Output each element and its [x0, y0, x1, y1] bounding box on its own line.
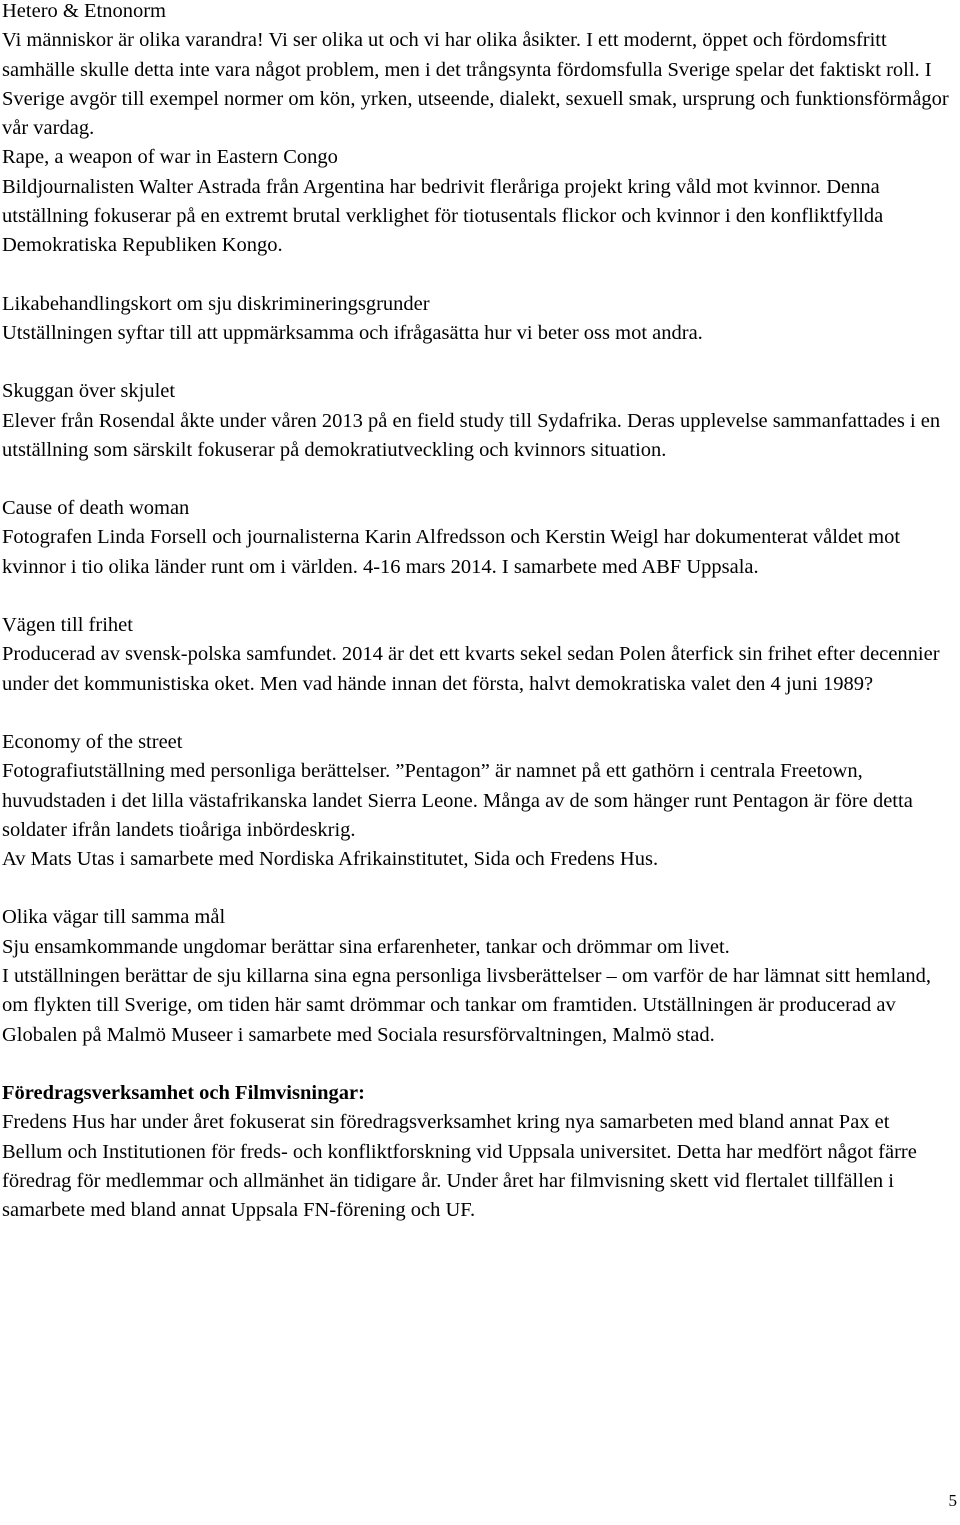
section-text-secondary: Av Mats Utas i samarbete med Nordiska Afrikainstitutet, Sida och Fredens Hus.	[2, 848, 659, 871]
page-number: 5	[948, 1491, 957, 1510]
section-text: Fotografen Linda Forsell och journalisterna Karin Alfredsson och Kerstin Weigl har dokumenterat våldet mot kvinnor i tio olika länder runt om i världen. 4-16 mars 2014. I samarbete med ABF Uppsala.	[2, 526, 901, 578]
section-text: Fredens Hus har under året fokuserat sin föredragsverksamhet kring nya samarbeten med bland annat Pax et Bellum och Institutionen för freds- och konfliktforskning vid Uppsala universitet. Detta har medfört något färre föredrag för medlemmar och allmänhet än tidigare år. Under året har filmvisning skett vid flertalet tillfällen i samarbete med bland annat Uppsala FN-förening och UF.	[2, 1111, 917, 1222]
section-vagen-till-frihet	[2, 611, 954, 699]
section-likabehandlingskort	[2, 290, 954, 349]
section-heading: Föredragsverksamhet och Filmvisningar:	[2, 1081, 365, 1104]
section-cause-of-death-woman	[2, 494, 954, 582]
section-heading: Likabehandlingskort om sju diskrimineringsgrunder	[2, 292, 430, 315]
section-heading: Rape, a weapon of war in Eastern Congo	[2, 146, 338, 169]
section-foredragsverksamhet	[2, 1079, 954, 1225]
section-rape-weapon-of-war	[2, 143, 954, 260]
section-heading: Olika vägar till samma mål	[2, 906, 226, 929]
section-text: Fotografiutställning med personliga berättelser. ”Pentagon” är namnet på ett gathörn i centrala Freetown, huvudstaden i det lilla västafrikanska landet Sierra Leone. Många av de som hänger runt Pentagon är före detta soldater ifrån landets tioåriga inbördeskrig.	[2, 760, 913, 841]
section-text: Vi människor är olika varandra! Vi ser olika ut och vi har olika åsikter. I ett modernt, öppet och fördomsfritt samhälle skulle detta inte vara något problem, men i det trångsynta fördomsfulla Sverige spelar det faktiskt roll. I Sverige avgör till exempel normer om kön, yrken, utseende, dialekt, sexuell smak, ursprung och funktionsförmågor vår vardag.	[2, 29, 949, 140]
section-hetero-etnonorm	[2, 0, 954, 143]
section-heading: Skuggan över skjulet	[2, 380, 176, 403]
section-text: Bildjournalisten Walter Astrada från Argentina har bedrivit fleråriga projekt kring våld mot kvinnor. Denna utställning fokuserar på en extremt brutal verklighet för tiotusentals flickor och kvinnor i den konfliktfyllda Demokratiska Republiken Kongo.	[2, 175, 884, 257]
section-text: Producerad av svensk-polska samfundet. 2014 är det ett kvarts sekel sedan Polen återfick sin frihet efter decennier under det kommunistiska oket. Men vad hände innan det första, halvt demokratiska valet den 4 juni 1989?	[2, 643, 940, 695]
section-heading: Vägen till frihet	[2, 614, 133, 637]
page-content	[2, 0, 954, 1225]
section-economy-of-the-street	[2, 728, 954, 874]
section-heading: Hetero & Etnonorm	[2, 0, 166, 22]
section-text-secondary: I utställningen berättar de sju killarna sina egna personliga livsberättelser – om varför de har lämnat sitt hemland, om flykten till Sverige, om tiden här samt drömmar och tankar om framtiden. Utställningen är producerad av Globalen på Malmö Museer i samarbete med Sociala resursförvaltningen, Malmö stad.	[2, 965, 932, 1046]
section-text: Sju ensamkommande ungdomar berättar sina erfarenheter, tankar och drömmar om livet.	[2, 935, 730, 958]
section-skuggan-over-skjulet	[2, 377, 954, 465]
section-text: Utställningen syftar till att uppmärksamma och ifrågasätta hur vi beter oss mot andra.	[2, 321, 703, 344]
section-heading: Economy of the street	[2, 730, 183, 753]
section-text: Elever från Rosendal åkte under våren 2013 på en field study till Sydafrika. Deras upplevelse sammanfattades i en utställning som särskilt fokuserar på demokratiutveckling och kvinnors situation.	[2, 409, 941, 461]
section-heading: Cause of death woman	[2, 497, 190, 520]
section-olika-vagar	[2, 903, 954, 1049]
